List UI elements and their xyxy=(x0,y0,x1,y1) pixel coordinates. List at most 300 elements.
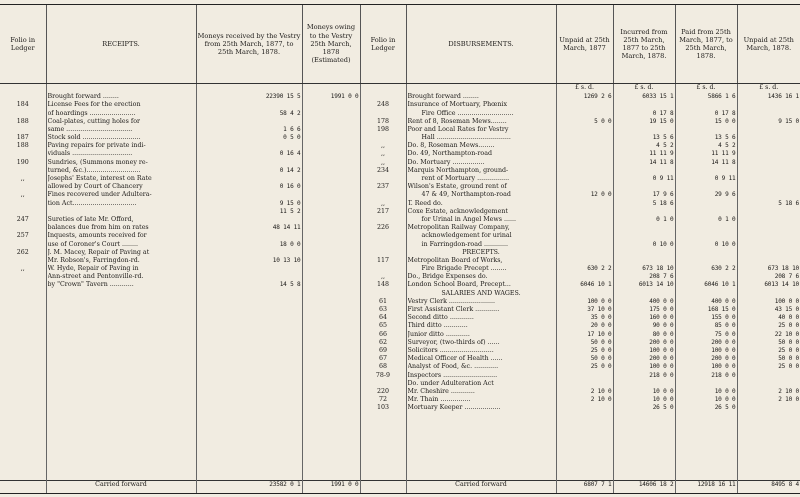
unpaid-1878-amount: 43 15 0 xyxy=(774,306,799,314)
row-spacer xyxy=(304,249,359,257)
paid-amount: 11 11 9 xyxy=(711,150,736,158)
row-spacer xyxy=(739,380,800,388)
paid-amount: 13 5 6 xyxy=(714,134,736,142)
unpaid-1877-amount: 6046 10 1 xyxy=(580,281,612,289)
disbursement-description: Third ditto ............ xyxy=(407,322,468,330)
paid-amount: 5866 1 6 xyxy=(707,93,736,101)
header-unpaid-1878: Unpaid at 25th March, 1878. xyxy=(737,5,800,84)
receipts-received-column xyxy=(196,93,302,480)
row-spacer xyxy=(677,249,736,257)
paid-amount: 0 1 0 xyxy=(718,215,736,223)
incurred-amount: 208 7 6 xyxy=(649,273,674,281)
paid-amount: 6046 10 1 xyxy=(704,281,736,289)
disbursement-folio: ,, xyxy=(380,142,385,150)
receipt-received-amount: 58 4 2 xyxy=(279,109,301,117)
row-spacer xyxy=(558,372,612,380)
row-spacer xyxy=(198,191,301,199)
receipt-received-amount: 9 15 0 xyxy=(279,199,301,207)
disbursement-description: Marquis Northampton, ground- xyxy=(407,166,509,174)
row-spacer xyxy=(677,290,736,298)
disbursement-folio: 217 xyxy=(376,207,390,215)
row-spacer xyxy=(304,183,359,191)
units-row xyxy=(0,84,800,94)
receipt-folio: ,, xyxy=(20,265,25,273)
disbursement-description: Metropolitan Board of Works, xyxy=(407,256,503,264)
receipt-description: by "Crown" Tavern ............ xyxy=(47,281,134,289)
unpaid-1877-amount: 100 0 0 xyxy=(587,297,612,305)
row-spacer xyxy=(304,216,359,224)
row-spacer xyxy=(558,290,612,298)
row-spacer xyxy=(615,290,674,298)
disbursement-description: Metropolitan Railway Company, xyxy=(407,224,510,232)
header-moneys-owing: Moneys owing to the Vestry 25th March, 1878 (Estimated) xyxy=(302,5,360,84)
row-spacer xyxy=(362,175,405,183)
row-spacer xyxy=(677,232,736,240)
row-spacer xyxy=(558,257,612,265)
unpaid-1877-column xyxy=(556,93,613,480)
row-spacer xyxy=(1,126,45,134)
row-spacer xyxy=(304,175,359,183)
row-spacer xyxy=(558,216,612,224)
row-spacer xyxy=(677,257,736,265)
row-spacer xyxy=(304,232,359,240)
disbursement-description: rent of Mortuary ................ xyxy=(421,175,510,183)
row-spacer xyxy=(739,290,800,298)
unpaid-1878-amount: 25 0 0 xyxy=(778,346,799,354)
incurred-amount: 400 0 0 xyxy=(649,297,674,305)
incurred-amount: 0 1 0 xyxy=(656,215,674,223)
incurred-amount: 13 5 6 xyxy=(652,134,674,142)
row-spacer xyxy=(739,372,800,380)
row-spacer xyxy=(1,200,45,208)
paid-amount: 0 17 8 xyxy=(714,109,736,117)
receipt-description: Fines recovered under Adultera- xyxy=(47,191,152,199)
receipt-description: tion Act................................ xyxy=(47,199,137,207)
disbursement-folio: ,, xyxy=(380,273,385,281)
paid-amount: 168 15 0 xyxy=(707,306,736,314)
disbursement-description: for Urinal in Angel Mews ...... xyxy=(421,215,517,223)
row-spacer xyxy=(304,200,359,208)
row-spacer xyxy=(558,224,612,232)
unpaid-1878-column xyxy=(737,93,800,480)
row-spacer xyxy=(304,281,359,289)
row-spacer xyxy=(739,257,800,265)
receipt-folio: 257 xyxy=(16,232,29,240)
row-spacer xyxy=(198,216,301,224)
disbursement-description: Medical Officer of Health ...... xyxy=(407,355,503,363)
row-spacer xyxy=(558,126,612,134)
receipt-description: License Fees for the erection xyxy=(47,101,141,109)
paid-amount: 15 0 0 xyxy=(714,117,736,125)
receipt-description: turned, &c.)........................... xyxy=(47,166,141,174)
ledger-body xyxy=(0,93,800,480)
unpaid-1877-amount: 20 0 0 xyxy=(590,322,612,330)
units-paid: £ s. d. xyxy=(675,84,737,94)
unpaid-1877-amount: 2 10 0 xyxy=(590,396,612,404)
disbursement-folio: 62 xyxy=(378,338,387,346)
disbursement-description: Insurance of Mortuary, Phœnix xyxy=(407,101,507,109)
row-spacer xyxy=(677,183,736,191)
header-paid: Paid from 25th March, 1877, to 25th March, 1878. xyxy=(675,5,737,84)
unpaid-1878-amount: 673 18 10 xyxy=(767,265,799,273)
row-spacer xyxy=(615,224,674,232)
disbursement-description: Mortuary Keeper .................. xyxy=(407,404,501,412)
row-spacer xyxy=(362,134,405,142)
disbursement-folio: 117 xyxy=(376,256,390,264)
receipt-description: Coal-plates, cutting holes for xyxy=(47,117,140,125)
row-spacer xyxy=(739,208,800,216)
disbursement-folio: 78-9 xyxy=(375,371,391,379)
header-moneys-received: Moneys received by the Vestry from 25th March, 1877, to 25th March, 1878. xyxy=(196,5,302,84)
row-spacer xyxy=(1,281,45,289)
row-spacer xyxy=(558,110,612,118)
row-spacer xyxy=(615,208,674,216)
incurred-amount: 0 10 0 xyxy=(652,240,674,248)
header-folio-right: Folio in Ledger xyxy=(360,5,406,84)
unpaid-1877-amount: 630 2 2 xyxy=(587,265,612,273)
row-spacer xyxy=(739,134,800,142)
disbursement-folio: 69 xyxy=(378,346,387,354)
row-spacer xyxy=(1,224,45,232)
receipt-description: Paving repairs for private indi- xyxy=(47,142,146,150)
incurred-amount: 17 9 6 xyxy=(652,191,674,199)
disbursement-description: Inspectors ........................... xyxy=(407,371,498,379)
disbursement-description: Surveyor, (two-thirds of) ...... xyxy=(407,338,500,346)
row-spacer xyxy=(558,208,612,216)
paid-amount: 4 5 2 xyxy=(718,142,736,150)
row-spacer xyxy=(1,241,45,249)
incurred-column xyxy=(613,93,675,480)
row-spacer xyxy=(558,380,612,388)
disbursement-description: Hall ..................................... xyxy=(421,134,511,142)
header-unpaid-1877: Unpaid at 25th March, 1877 xyxy=(556,5,613,84)
disbursement-description: Rent of 8, Roseman Mews........ xyxy=(407,117,507,125)
disbursement-folio: 248 xyxy=(376,101,390,109)
paid-amount: 0 10 0 xyxy=(714,240,736,248)
row-spacer xyxy=(739,224,800,232)
incurred-amount: 6033 15 1 xyxy=(642,93,674,101)
row-spacer xyxy=(615,249,674,257)
unpaid-1877-amount: 37 10 0 xyxy=(587,306,612,314)
unpaid-1878-amount: 100 0 0 xyxy=(774,297,799,305)
disbursement-description: in Farringdon-road ............ xyxy=(421,240,508,248)
paid-column xyxy=(675,93,737,480)
row-spacer xyxy=(558,159,612,167)
row-spacer xyxy=(677,208,736,216)
row-spacer xyxy=(1,208,45,216)
section-heading: SALARIES AND WAGES. xyxy=(441,289,521,297)
row-spacer xyxy=(615,101,674,109)
row-spacer xyxy=(304,191,359,199)
receipt-received-amount: 1 6 6 xyxy=(283,125,301,133)
row-spacer xyxy=(304,257,359,265)
incurred-amount: 0 17 8 xyxy=(652,109,674,117)
row-spacer xyxy=(739,249,800,257)
unpaid-1878-amount: 6013 14 10 xyxy=(764,281,799,289)
incurred-amount: 200 0 0 xyxy=(649,338,674,346)
receipt-received-amount: 0 5 0 xyxy=(283,134,301,142)
disbursement-folio: 220 xyxy=(376,387,390,395)
row-spacer xyxy=(615,167,674,175)
row-spacer xyxy=(198,101,301,109)
receipt-received-amount: 22390 15 5 xyxy=(265,93,301,101)
receipts-folio-column xyxy=(0,93,46,480)
disbursement-folio: 68 xyxy=(378,363,387,371)
row-spacer xyxy=(362,241,405,249)
incurred-amount: 80 0 0 xyxy=(652,330,674,338)
disbursement-folio: 237 xyxy=(376,183,390,191)
receipt-description: of hoardings ....................... xyxy=(47,109,136,117)
row-spacer xyxy=(739,167,800,175)
unpaid-1878-amount: 40 0 0 xyxy=(778,314,799,322)
incurred-amount: 14 11 8 xyxy=(649,158,674,166)
row-spacer xyxy=(558,150,612,158)
footer-left-label: Carried forward xyxy=(46,480,196,493)
row-spacer xyxy=(1,93,45,101)
disbursement-description: Coxe Estate, acknowledgement xyxy=(407,207,508,215)
receipt-received-amount: 0 16 4 xyxy=(279,150,301,158)
receipt-description: same ................................. xyxy=(47,125,133,133)
row-spacer xyxy=(677,101,736,109)
receipt-received-amount: 11 5 2 xyxy=(279,207,301,215)
incurred-amount: 19 15 0 xyxy=(649,117,674,125)
receipt-description: Stock sold ............................. xyxy=(47,134,141,142)
row-spacer xyxy=(362,191,405,199)
disbursement-description: Analyst of Food, &c. ............ xyxy=(407,363,499,371)
row-spacer xyxy=(362,93,405,101)
footer-left-received: 23582 0 1 xyxy=(196,480,302,493)
incurred-amount: 26 5 0 xyxy=(652,404,674,412)
receipt-received-amount: 0 16 0 xyxy=(279,183,301,191)
receipt-received-amount: 48 14 11 xyxy=(272,224,301,232)
receipt-folio: 190 xyxy=(16,158,29,166)
unpaid-1877-amount: 50 0 0 xyxy=(590,338,612,346)
unpaid-1878-amount: 2 10 0 xyxy=(778,396,799,404)
row-spacer xyxy=(739,404,800,412)
row-spacer xyxy=(304,273,359,281)
disbursement-description: acknowledgement for urinal xyxy=(421,232,512,240)
disbursement-folio: 234 xyxy=(376,166,390,174)
unpaid-1877-amount: 17 10 0 xyxy=(587,330,612,338)
unpaid-1878-amount: 9 15 0 xyxy=(778,117,799,125)
disbursement-description: Fire Brigade Precept ........ xyxy=(421,265,507,273)
row-spacer xyxy=(304,126,359,134)
row-spacer xyxy=(198,273,301,281)
row-spacer xyxy=(677,273,736,281)
row-spacer xyxy=(739,159,800,167)
row-spacer xyxy=(304,134,359,142)
disbursements-folio-column xyxy=(360,93,406,480)
row-spacer xyxy=(1,150,45,158)
footer-right-paid: 12918 16 11 xyxy=(675,480,737,493)
row-spacer xyxy=(304,118,359,126)
disbursement-description: Mr. Cheshire ............ xyxy=(407,387,475,395)
unpaid-1878-amount: 208 7 6 xyxy=(774,273,799,281)
unpaid-1877-amount: 2 10 0 xyxy=(590,387,612,395)
unpaid-1878-amount: 22 10 0 xyxy=(774,330,799,338)
row-spacer xyxy=(198,249,301,257)
unpaid-1877-amount: 35 0 0 xyxy=(590,314,612,322)
row-spacer xyxy=(739,232,800,240)
receipt-description: Sundries, (Summons money re- xyxy=(47,158,148,166)
row-spacer xyxy=(558,167,612,175)
row-spacer xyxy=(198,159,301,167)
row-spacer xyxy=(739,216,800,224)
unpaid-1878-amount: 25 0 0 xyxy=(778,363,799,371)
disbursement-description: Solicitors ........................... xyxy=(407,346,494,354)
paid-amount: 0 9 11 xyxy=(714,175,736,183)
disbursement-folio: ,, xyxy=(380,199,385,207)
row-spacer xyxy=(198,265,301,273)
disbursement-description: Poor and Local Rates for Vestry xyxy=(407,125,509,133)
row-spacer xyxy=(558,101,612,109)
row-spacer xyxy=(304,110,359,118)
row-spacer xyxy=(677,200,736,208)
paid-amount: 400 0 0 xyxy=(711,297,736,305)
incurred-amount: 10 0 0 xyxy=(652,387,674,395)
row-spacer xyxy=(362,380,405,388)
receipt-folio: 188 xyxy=(16,142,29,150)
unpaid-1878-amount: 5 18 6 xyxy=(778,199,799,207)
row-spacer xyxy=(304,265,359,273)
row-spacer xyxy=(558,183,612,191)
incurred-amount: 200 0 0 xyxy=(649,355,674,363)
row-spacer xyxy=(1,257,45,265)
disbursement-description: First Assistant Clerk ............ xyxy=(407,306,500,314)
receipt-description: Sureties of late Mr. Offord, xyxy=(47,215,134,223)
disbursement-description: Do. under Adulteration Act xyxy=(407,379,494,387)
disbursement-description: Second ditto ............ xyxy=(407,314,474,322)
unpaid-1877-amount: 12 0 0 xyxy=(590,191,612,199)
row-spacer xyxy=(362,232,405,240)
receipt-description: viduals .............................. xyxy=(47,150,133,158)
units-unpaid-1878: £ s. d. xyxy=(737,84,800,94)
row-spacer xyxy=(558,404,612,412)
paid-amount: 75 0 0 xyxy=(714,330,736,338)
row-spacer xyxy=(48,208,195,216)
disbursement-description: Vestry Clerk ....................... xyxy=(407,297,495,305)
row-spacer xyxy=(558,200,612,208)
disbursement-description: T. Reed do. xyxy=(407,199,443,207)
row-spacer xyxy=(1,110,45,118)
row-spacer xyxy=(304,208,359,216)
row-spacer xyxy=(677,126,736,134)
disbursement-folio: 67 xyxy=(378,355,387,363)
incurred-amount: 6013 14 10 xyxy=(638,281,674,289)
paid-amount: 155 0 0 xyxy=(711,314,736,322)
row-spacer xyxy=(615,183,674,191)
incurred-amount: 673 18 10 xyxy=(642,265,674,273)
unpaid-1877-amount: 5 0 0 xyxy=(594,117,612,125)
footer-right-label: Carried forward xyxy=(406,480,556,493)
section-heading: PRECEPTS. xyxy=(462,248,500,256)
disbursement-description: 47 & 49, Northampton-road xyxy=(421,191,511,199)
unpaid-1878-amount: 2 10 0 xyxy=(778,387,799,395)
footer-left-owing: 1991 0 0 xyxy=(302,480,360,493)
header-row xyxy=(0,5,800,84)
paid-amount: 14 11 8 xyxy=(711,158,736,166)
receipt-folio: 184 xyxy=(16,101,29,109)
receipt-description: balances due from him on rates xyxy=(47,224,149,232)
disbursement-folio: 148 xyxy=(376,281,390,289)
disbursement-folio: 103 xyxy=(376,404,390,412)
paid-amount: 630 2 2 xyxy=(711,265,736,273)
unpaid-1877-amount: 25 0 0 xyxy=(590,363,612,371)
incurred-amount: 100 0 0 xyxy=(649,363,674,371)
receipt-received-amount: 10 13 10 xyxy=(272,256,301,264)
receipt-description: Josephs' Estate, interest on Rate xyxy=(47,175,152,183)
disbursement-folio: 65 xyxy=(378,322,387,330)
row-spacer xyxy=(362,216,405,224)
paid-amount: 100 0 0 xyxy=(711,346,736,354)
receipt-folio: 188 xyxy=(16,117,29,125)
row-spacer xyxy=(362,249,405,257)
row-spacer xyxy=(304,159,359,167)
paid-amount: 26 5 0 xyxy=(714,404,736,412)
row-spacer xyxy=(615,380,674,388)
row-spacer xyxy=(304,241,359,249)
row-spacer xyxy=(739,150,800,158)
disbursement-folio: 178 xyxy=(376,117,390,125)
header-folio-left: Folio in Ledger xyxy=(0,5,46,84)
row-spacer xyxy=(198,142,301,150)
row-spacer xyxy=(558,142,612,150)
incurred-amount: 10 0 0 xyxy=(652,396,674,404)
disbursement-description: Do. 8, Roseman Mews........ xyxy=(407,142,495,150)
disbursement-description: Junior ditto ............ xyxy=(407,330,470,338)
row-spacer xyxy=(304,224,359,232)
disbursement-folio: ,, xyxy=(380,150,385,158)
row-spacer xyxy=(362,265,405,273)
row-spacer xyxy=(739,183,800,191)
incurred-amount: 5 18 6 xyxy=(652,199,674,207)
incurred-amount: 175 0 0 xyxy=(649,306,674,314)
row-spacer xyxy=(739,175,800,183)
units-unpaid-1877: £ s. d. xyxy=(556,84,613,94)
receipts-text-column xyxy=(46,93,196,480)
receipt-owing-amount: 1991 0 0 xyxy=(330,93,359,101)
receipt-folio: ,, xyxy=(20,191,25,199)
receipt-folio: ,, xyxy=(20,175,25,183)
row-spacer xyxy=(1,273,45,281)
disbursement-description: Brought forward ........ xyxy=(407,93,479,101)
receipt-received-amount: 18 0 0 xyxy=(279,240,301,248)
incurred-amount: 90 0 0 xyxy=(652,322,674,330)
receipt-description: Brought forward ........ xyxy=(47,93,119,101)
disbursement-description: Do., Bridge Expenses do. xyxy=(407,273,488,281)
receipt-description: Ann-street and Pentonville-rd. xyxy=(47,273,144,281)
receipt-description: allowed by Court of Chancery xyxy=(47,183,143,191)
disbursement-description: Mr. Thain ............... xyxy=(407,396,471,404)
disbursement-description: London School Board, Precept... xyxy=(407,281,511,289)
incurred-amount: 100 0 0 xyxy=(649,346,674,354)
unpaid-1877-amount: 25 0 0 xyxy=(590,346,612,354)
disbursement-folio: 72 xyxy=(378,396,387,404)
incurred-amount: 0 9 11 xyxy=(652,175,674,183)
paid-amount: 10 0 0 xyxy=(714,396,736,404)
row-spacer xyxy=(304,167,359,175)
disbursement-folio: 226 xyxy=(376,224,390,232)
receipt-description: J. M. Macey, Repair of Paving at xyxy=(47,248,150,256)
paid-amount: 200 0 0 xyxy=(711,355,736,363)
row-spacer xyxy=(198,175,301,183)
paid-amount: 29 9 6 xyxy=(714,191,736,199)
header-receipts: RECEIPTS. xyxy=(46,5,196,84)
receipt-received-amount: 14 5 8 xyxy=(279,281,301,289)
footer-right-unpaid-1877: 6807 7 1 xyxy=(556,480,613,493)
disbursements-text-column xyxy=(406,93,556,480)
disbursement-description: Do. Mortuary ................ xyxy=(407,158,485,166)
